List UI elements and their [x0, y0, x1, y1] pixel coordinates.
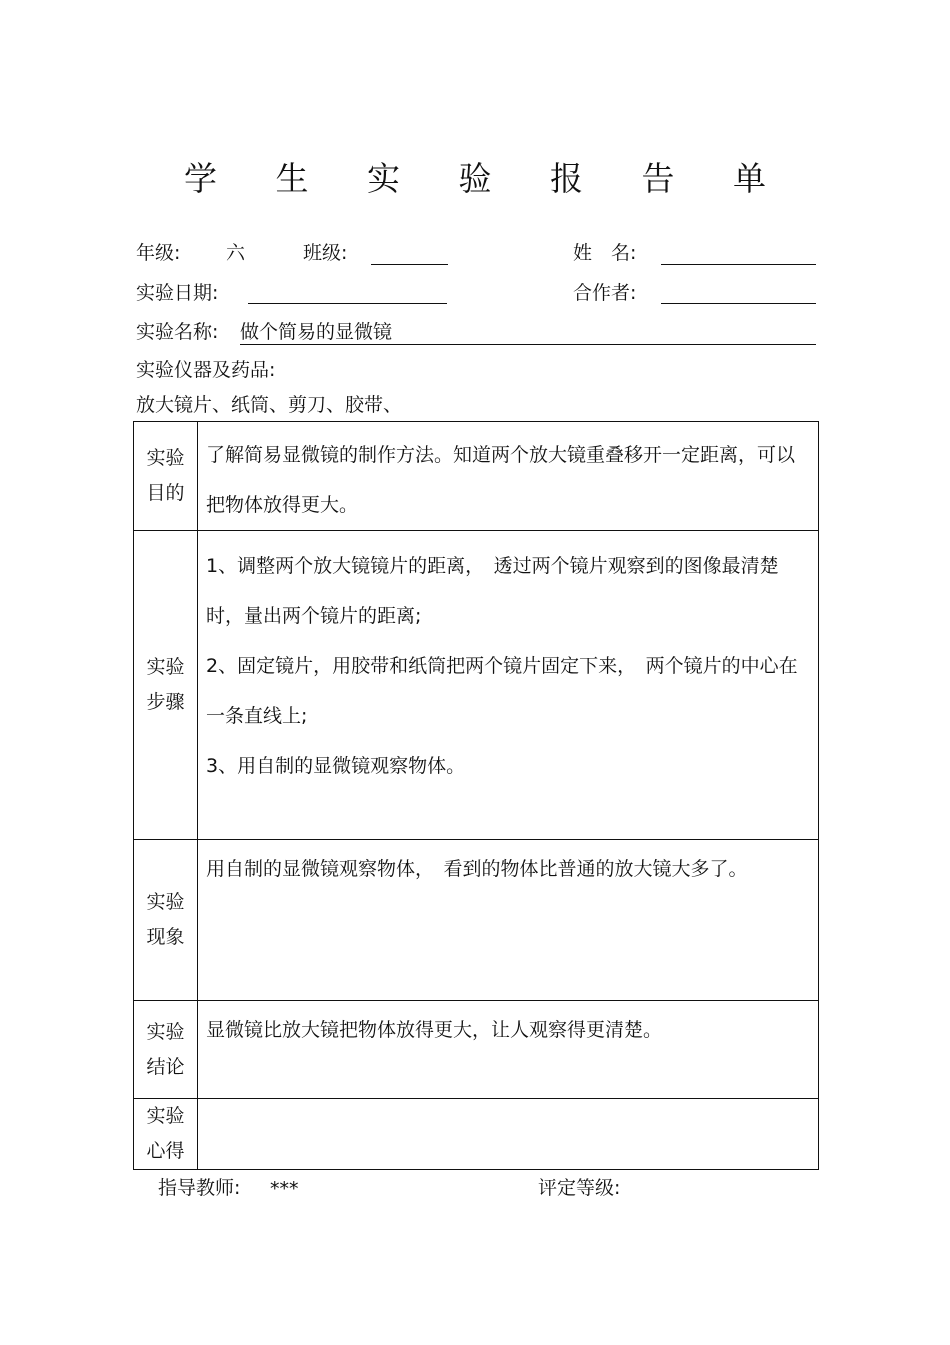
teacher-label: 指导教师: — [158, 1177, 241, 1199]
partner-label: 合作者: — [573, 282, 637, 304]
grade-value: 六 — [226, 242, 246, 264]
conclusion-row — [134, 1001, 819, 1099]
purpose-label: 实验目的 — [146, 447, 185, 504]
conclusion-label-cell — [134, 1001, 198, 1099]
step-item: 2、固定镜片，用胶带和纸筒把两个镜片固定下来， 两个镜片的中心在一条直线上; — [206, 655, 798, 727]
experiment-name-value: 做个简易的显微镜 — [240, 321, 393, 343]
reflection-label-cell — [134, 1099, 198, 1170]
steps-label: 实验步骤 — [146, 656, 185, 713]
equipment-value: 放大镜片、纸筒、剪刀、胶带、 — [136, 394, 403, 416]
grade-eval-label: 评定等级: — [538, 1177, 621, 1199]
reflection-label: 实验心得 — [146, 1105, 185, 1162]
teacher-value: *** — [270, 1178, 299, 1200]
phenomenon-cell — [198, 840, 819, 1001]
steps-row — [134, 531, 819, 840]
name-label: 姓 名: — [573, 242, 637, 264]
phenomenon-label: 实验现象 — [146, 891, 185, 948]
report-table — [133, 421, 819, 1170]
experiment-name-underline — [240, 344, 816, 345]
page-title: 学 生 实 验 报 告 单 — [184, 159, 790, 198]
conclusion-cell — [198, 1001, 819, 1099]
purpose-label-cell — [134, 422, 198, 531]
date-field[interactable] — [248, 303, 447, 304]
date-label: 实验日期: — [136, 282, 219, 304]
conclusion-label: 实验结论 — [146, 1020, 185, 1078]
class-field[interactable] — [371, 264, 448, 265]
phenomenon-text: 用自制的显微镜观察物体， 看到的物体比普通的放大镜大多了。 — [206, 858, 748, 880]
reflection-row — [134, 1099, 819, 1170]
class-label: 班级: — [303, 242, 348, 264]
steps-label-cell — [134, 531, 198, 840]
equipment-label: 实验仪器及药品: — [136, 359, 276, 381]
purpose-text: 了解简易显微镜的制作方法。知道两个放大镜重叠移开一定距离，可以把物体放得更大。 — [206, 444, 796, 516]
conclusion-text: 显微镜比放大镜把物体放得更大，让人观察得更清楚。 — [206, 1019, 663, 1041]
step-item: 1、调整两个放大镜镜片的距离， 透过两个镜片观察到的图像最清楚时，量出两个镜片的距离; — [206, 555, 779, 627]
partner-field[interactable] — [661, 303, 816, 304]
purpose-cell — [198, 422, 819, 531]
phenomenon-row — [134, 840, 819, 1001]
experiment-name-label: 实验名称: — [136, 321, 219, 343]
step-item: 3、用自制的显微镜观察物体。 — [206, 755, 466, 777]
steps-cell — [198, 531, 819, 840]
grade-label: 年级: — [136, 242, 181, 264]
phenomenon-label-cell — [134, 840, 198, 1001]
purpose-row — [134, 422, 819, 531]
name-field[interactable] — [661, 264, 816, 265]
reflection-cell[interactable] — [198, 1099, 819, 1170]
